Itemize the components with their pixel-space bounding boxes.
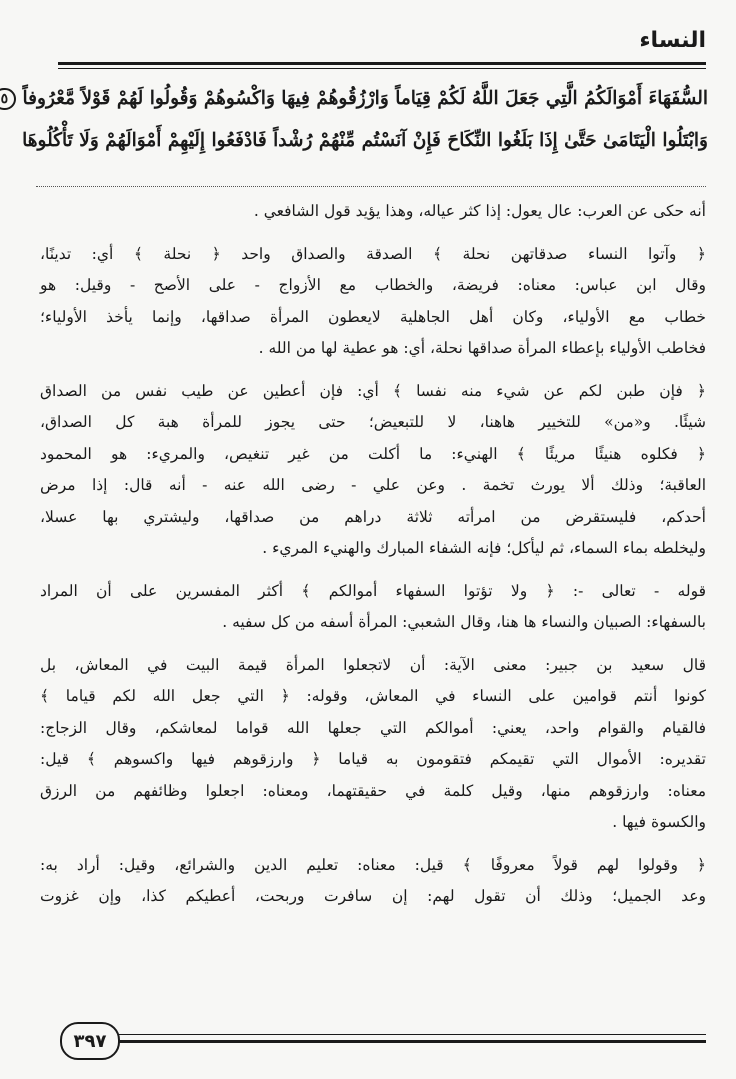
- paragraph: [40, 850, 706, 913]
- tafsir-commentary: [40, 196, 706, 924]
- quran-line-1: [0, 78, 708, 120]
- text-line: ﴿ فإن طبن لكم عن شيء منه نفسا ﴾ أي: فإن أعطين عن طيب نفس من الصداق: [40, 381, 706, 400]
- paragraph: [40, 196, 706, 228]
- text-line: وقال ابن عباس: معناه: فريضة، والخطاب مع الأزواج - على الأصح - وقيل: هو: [40, 276, 706, 294]
- text-line: خطاب مع الأولياء، وكان أهل الجاهلية لايعطون المرأة صداقها، وإنما يأخذ الأولياء؛: [40, 307, 706, 326]
- paragraph: [40, 576, 706, 639]
- header-rule-thick: [58, 62, 706, 65]
- quran-text: السُّفَهَاءَ أَمْوَالَكُمُ الَّتِي جَعَلَ اللَّهُ لَكُمْ قِيَاماً وَارْزُقُوهُمْ فِيهَا وَاكْسُوهُمْ وَقُولُوا لَهُمْ قَوْلاً مَّعْرُوفاً: [22, 88, 708, 109]
- ayah-number-marker: ٥: [0, 88, 16, 110]
- text-line: ﴿ فكلوه هنيئًا مريئًا ﴾ الهنيء: ما أكلت من غير تنغيص، والمريء: هو المحمود: [40, 444, 706, 463]
- text-line: العاقبة؛ وذلك ألا يورث تخمة . وعن علي - رضى الله عنه - أنه قال: إذا مرض: [40, 476, 706, 494]
- text-line: ﴿ وآتوا النساء صدقاتهن نحلة ﴾ الصدقة والصداق واحد ﴿ نحلة ﴾ أي: تدينًا،: [40, 244, 706, 263]
- text-line: أحدكم، فليستقرض من امرأته ثلاثة دراهم من صداقها، وليشتري بها عسلا،: [40, 507, 706, 526]
- surah-name-header: النساء: [639, 28, 706, 53]
- text-line: تقديره: الأموال التي تقيمكم فتقومون به قياما ﴿ وارزقوهم فيها واكسوهم ﴾ قيل:: [40, 750, 706, 768]
- header-rule-thin: [58, 68, 706, 69]
- footer-rule-thin: [115, 1034, 706, 1035]
- text-line: ﴿ وقولوا لهم قولاً معروفًا ﴾ قيل: معناه: تعليم الدين والشرائع، وقيل: أراد به:: [40, 855, 706, 874]
- page-number: ٣٩٧: [73, 1030, 107, 1052]
- footer-rule-thick: [115, 1040, 706, 1043]
- text-line: فالقيام والقوام واحد، يعني: أموالكم التي جعلها الله قواما لمعاشكم، وقال الزجاج:: [40, 718, 706, 737]
- text-line: والكسوة فيها .: [612, 813, 706, 831]
- text-line: كونوا أنتم قوامين على النساء في المعاش، وقوله: ﴿ التي جعل الله لكم قياما ﴾: [40, 687, 706, 705]
- text-line: وعد الجميل؛ وذلك أن تقول لهم: إن سافرت وربحت، أعطيكم كذا، وإن غزوت: [40, 887, 706, 905]
- paragraph: [40, 376, 706, 565]
- text-line: أنه حكى عن العرب: عال يعول: إذا كثر عياله، وهذا يؤيد قول الشافعي .: [253, 202, 706, 220]
- dotted-separator: [36, 186, 706, 187]
- quran-verse-block: [0, 78, 708, 162]
- text-line: بالسفهاء: الصبيان والنساء ها هنا، وقال الشعبي: المرأة أسفه من كل سفيه .: [222, 613, 706, 631]
- text-line: شيئًا. و«من» للتخيير هاهنا، لا للتبعيض؛ حتى يجوز للمرأة هبة كل الصداق،: [40, 413, 706, 431]
- text-line: قوله - تعالى -: ﴿ ولا تؤتوا السفهاء أموالكم ﴾ أكثر المفسرين على أن المراد: [40, 581, 706, 600]
- text-line: معناه: وارزقوهم منها، وقيل كلمة في حقيقتهما، ومعناه: اجعلوا وظائفهم من الرزق: [40, 781, 706, 800]
- text-line: وليخلطه بماء السماء، ثم ليأكل؛ فإنه الشفاء المبارك والهنيء المريء .: [262, 539, 706, 557]
- page-number-badge: [60, 1022, 120, 1060]
- text-line: فخاطب الأولياء بإعطاء المرأة صداقها نحلة، أي: هو عطية لها من الله .: [258, 339, 706, 357]
- text-line: قال سعيد بن جبير: معنى الآية: أن لاتجعلوا المرأة قيمة البيت في المعاش، بل: [40, 655, 706, 674]
- quran-line-2: وَابْتَلُوا الْيَتَامَىٰ حَتَّىٰ إِذَا بَلَغُوا النِّكَاحَ فَإِنْ آنَسْتُم مِّنْهُمْ رُشْداً فَادْفَعُوا إِلَيْهِمْ أَمْوَالَهُمْ وَلَا تَأْكُلُوهَا: [22, 130, 708, 151]
- paragraph: [40, 239, 706, 365]
- paragraph: [40, 650, 706, 839]
